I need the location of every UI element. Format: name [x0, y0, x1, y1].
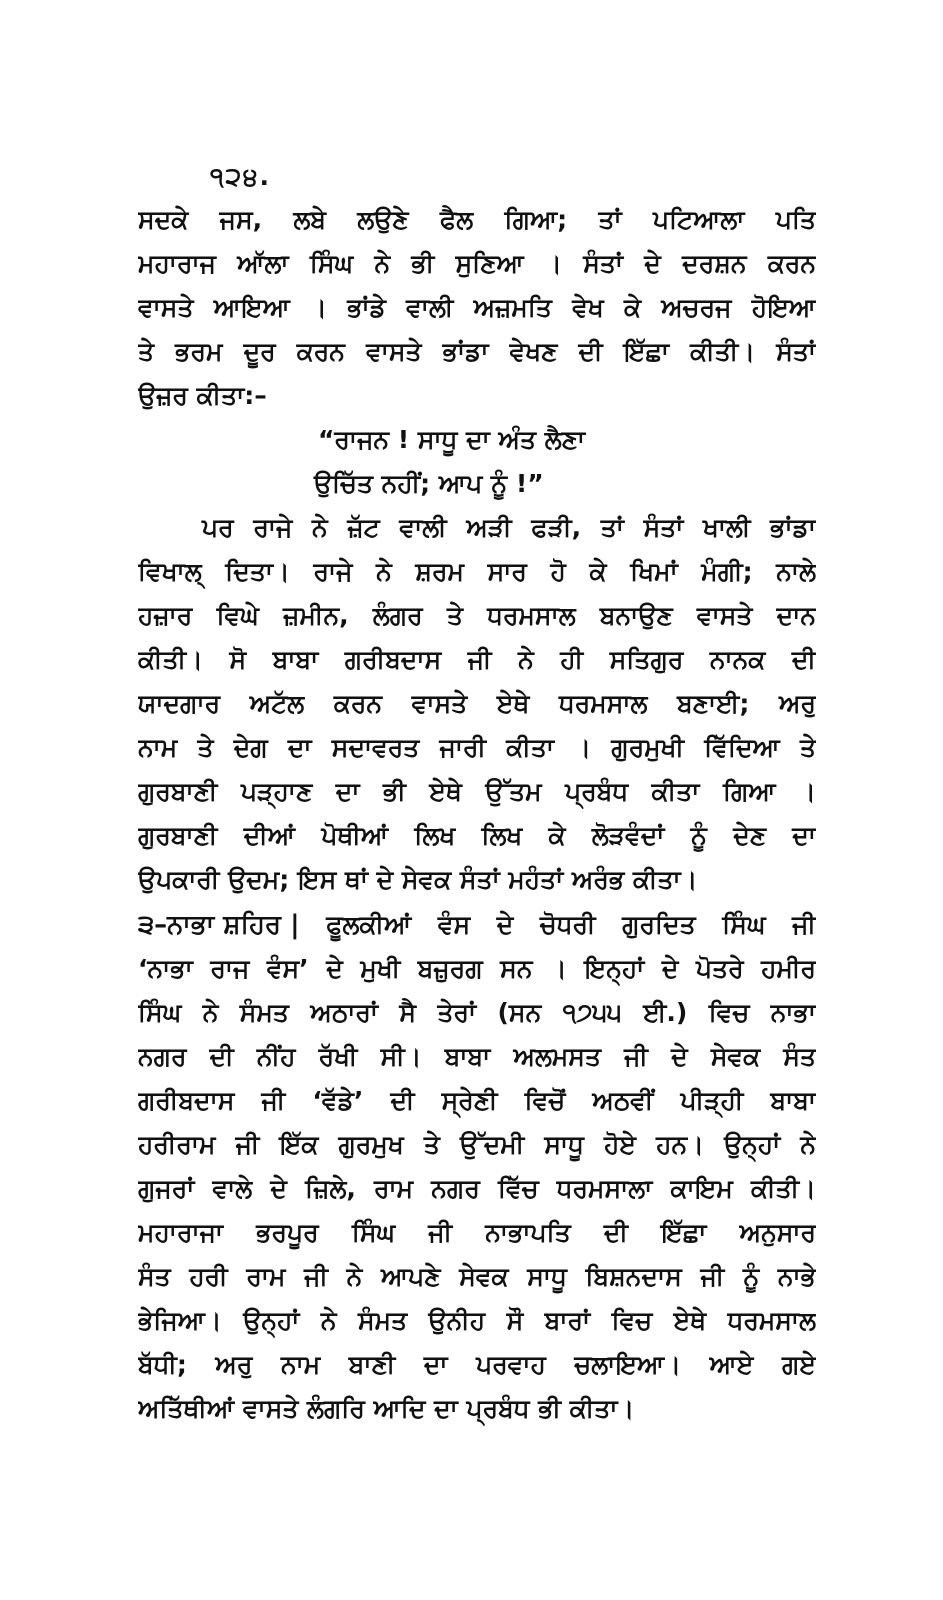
text-line: ਅਤਿੱਥੀਆਂ ਵਾਸਤੇ ਲੰਗਰਿ ਆਦਿ ਦਾ ਪ੍ਰਬੰਧ ਭੀ ਕੀਤਾ।: [138, 1394, 635, 1423]
text-line: ਸਿੰਘ ਨੇ ਸੰਮਤ ਅਠਾਰਾਂ ਸੈ ਤੇਰਾਂ (ਸਨ ੧੭੫੫ ਈ.) ਵਿਚ ਨਾਭਾ: [138, 998, 816, 1027]
text-line: ਉਜ਼ਰ ਕੀਤਾ:–: [138, 381, 267, 410]
section-heading-line: [138, 903, 816, 947]
text-line: ਕੀਤੀ। ਸੋ ਬਾਬਾ ਗਰੀਬਦਾਸ ਜੀ ਨੇ ਹੀ ਸਤਿਗੁਰ ਨਾਨਕ ਦੀ: [138, 645, 816, 674]
text-line: ਤੇ ਭਰਮ ਦੂਰ ਕਰਨ ਵਾਸਤੇ ਭਾਂਡਾ ਵੇਖਣ ਦੀ ਇੱਛਾ ਕੀਤੀ। ਸੰਤਾਂ: [138, 337, 816, 366]
text-line: ਸਦਕੇ ਜਸ, ਲਬੇ ਲਉਣੇ ਫੈਲ ਗਿਆ; ਤਾਂ ਪਟਿਆਲਾ ਪਤਿ: [138, 205, 816, 234]
text-line: ਮਹਾਰਾਜ ਆੱਲਾ ਸਿੰਘ ਨੇ ਭੀ ਸੁਣਿਆ । ਸੰਤਾਂ ਦੇ ਦਰਸ਼ਨ ਕਰਨ: [138, 249, 816, 278]
text-line: ਗੁਰਬਾਣੀ ਪੜ੍ਹਾਣ ਦਾ ਭੀ ਏਥੇ ਉੱਤਮ ਪ੍ਰਬੰਧ ਕੀਤਾ ਗਿਆ ।: [138, 777, 816, 806]
quote-line: ਉਚਿੱਤ ਨਹੀਂ; ਆਪ ਨੂੰ !”: [314, 469, 544, 498]
text-line: ਪਰ ਰਾਜੇ ਨੇ ਜ਼ੱਟ ਵਾਲੀ ਅੜੀ ਫੜੀ, ਤਾਂ ਸੰਤਾਂ ਖਾਲੀ ਭਾਂਡਾ: [202, 513, 816, 542]
text-line: ‘ਨਾਭਾ ਰਾਜ ਵੰਸ’ ਦੇ ਮੁਖੀ ਬਜ਼ੁਰਗ ਸਨ । ਇਨ੍ਹਾਂ ਦੇ ਪੋਤਰੇ ਹਮੀਰ: [138, 954, 816, 983]
text-line: ਵਾਸਤੇ ਆਇਆ । ਭਾਂਡੇ ਵਾਲੀ ਅਜ਼ਮਤਿ ਵੇਖ ਕੇ ਅਚਰਜ ਹੋਇਆ: [138, 293, 816, 322]
section-heading: ੩–ਨਾਭਾ ਸ਼ਹਿਰ |: [138, 910, 300, 940]
page-number: ੧੨੪.: [210, 162, 272, 191]
text-line: ਹਜ਼ਾਰ ਵਿਘੇ ਜ਼ਮੀਨ, ਲੰਗਰ ਤੇ ਧਰਮਸਾਲ ਬਨਾਉਣ ਵਾਸਤੇ ਦਾਨ: [138, 601, 816, 630]
text-line: ਸੰਤ ਹਰੀ ਰਾਮ ਜੀ ਨੇ ਆਪਣੇ ਸੇਵਕ ਸਾਧੂ ਬਿਸ਼ਨਦਾਸ ਜੀ ਨੂੰ ਨਾਭੇ: [138, 1262, 816, 1291]
text-line: ਬੱਧੀ; ਅਰੁ ਨਾਮ ਬਾਣੀ ਦਾ ਪਰਵਾਹ ਚਲਾਇਆ। ਆਏ ਗਏ: [138, 1350, 816, 1379]
quote-line: “ਰਾਜਨ ! ਸਾਧੂ ਦਾ ਅੰਤ ਲੈਣਾ: [318, 425, 586, 454]
text-line: ਗਰੀਬਦਾਸ ਜੀ ‘ਵੱਡੇ’ ਦੀ ਸ੍ਰੇਣੀ ਵਿਚੋਂ ਅਠਵੀਂ ਪੀੜ੍ਹੀ ਬਾਬਾ: [138, 1086, 816, 1115]
text-line: ਨਾਮ ਤੇ ਦੇਗ ਦਾ ਸਦਾਵਰਤ ਜਾਰੀ ਕੀਤਾ । ਗੁਰਮੁਖੀ ਵਿੱਦਿਆ ਤੇ: [138, 733, 816, 762]
section-2-body: [138, 903, 816, 1431]
section-1-body: [138, 198, 816, 902]
text-line: ਮਹਾਰਾਜਾ ਭਰਪੂਰ ਸਿੰਘ ਜੀ ਨਾਭਾਪਤਿ ਦੀ ਇੱਛਾ ਅਨੁਸਾਰ: [138, 1218, 816, 1247]
text-line: ਨਗਰ ਦੀ ਨੀਂਹ ਰੱਖੀ ਸੀ। ਬਾਬਾ ਅਲਮਸਤ ਜੀ ਦੇ ਸੇਵਕ ਸੰਤ: [138, 1042, 816, 1071]
text-line: ਹਰੀਰਾਮ ਜੀ ਇੱਕ ਗੁਰਮੁਖ ਤੇ ਉੱਦਮੀ ਸਾਧੂ ਹੋਏ ਹਨ। ਉਨ੍ਹਾਂ ਨੇ: [138, 1130, 816, 1159]
text-line: ਗੁਰਬਾਣੀ ਦੀਆਂ ਪੋਥੀਆਂ ਲਿਖ ਲਿਖ ਕੇ ਲੋੜਵੰਦਾਂ ਨੂੰ ਦੇਣ ਦਾ: [138, 821, 816, 850]
text-line: ਵਿਖਾਲ੍ ਦਿਤਾ। ਰਾਜੇ ਨੇ ਸ਼ਰਮ ਸਾਰ ਹੋ ਕੇ ਖਿਮਾਂ ਮੰਗੀ; ਨਾਲੇ: [138, 557, 816, 586]
text-line: ਯਾਦਗਾਰ ਅਟੱਲ ਕਰਨ ਵਾਸਤੇ ਏਥੇ ਧਰਮਸਾਲ ਬਣਾਈ; ਅਰੁ: [138, 689, 816, 718]
text-line: ਭੇਜਿਆ। ਉਨ੍ਹਾਂ ਨੇ ਸੰਮਤ ਉਨੀਹ ਸੌ ਬਾਰਾਂ ਵਿਚ ਏਥੇ ਧਰਮਸਾਲ: [138, 1306, 816, 1335]
text-line: ਗੁਜਰਾਂ ਵਾਲੇ ਦੇ ਜ਼ਿਲੇ, ਰਾਮ ਨਗਰ ਵਿੱਚ ਧਰਮਸਾਲਾ ਕਾਇਮ ਕੀਤੀ।: [138, 1174, 816, 1203]
text-line-rest: ਫੂਲਕੀਆਂ ਵੰਸ ਦੇ ਚੋਧਰੀ ਗੁਰਦਿਤ ਸਿੰਘ ਜੀ: [326, 910, 816, 939]
text-line: ਉਪਕਾਰੀ ਉਦਮ; ਇਸ ਥਾਂ ਦੇ ਸੇਵਕ ਸੰਤਾਂ ਮਹੰਤਾਂ ਅਰੰਭ ਕੀਤਾ।: [138, 865, 698, 894]
